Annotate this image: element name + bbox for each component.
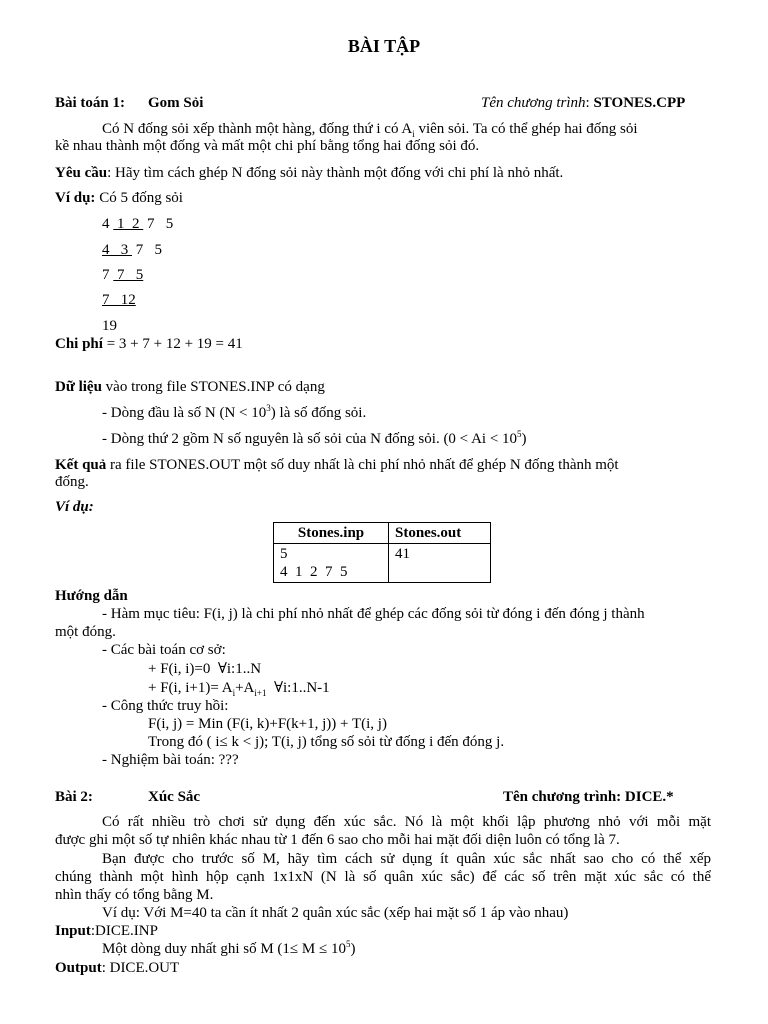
inp-line1: 5 [280, 546, 288, 562]
output-text: : DICE.OUT [101, 960, 180, 976]
g5-sub2: i+1 [254, 688, 267, 698]
input-text: :DICE.INP [90, 923, 158, 939]
data-line-1 [102, 404, 366, 422]
p2-input [55, 922, 158, 940]
problem1-program [481, 94, 685, 112]
table-header-row [274, 523, 491, 544]
row2-b: 7 5 [132, 242, 162, 258]
problem2-label: Bài 2: [55, 789, 93, 805]
data-text: vào trong file STONES.INP có dạng [101, 379, 325, 395]
program-sep: : [585, 95, 590, 111]
result-text: ra file STONES.OUT một số duy nhất là chi phí nhỏ nhất để ghép N đống thành một [106, 457, 619, 473]
guide-line-5 [148, 679, 330, 697]
data-l1-b: ) là số đống sỏi. [270, 405, 367, 421]
p2-input-desc [102, 940, 355, 958]
guide-line-7: F(i, j) = Min (F(i, k)+F(k+1, j)) + T(i, j) [148, 716, 387, 732]
data-line-2 [102, 430, 527, 448]
p2-para1-line1: Có rất nhiều trò chơi sử dụng đến xúc sắc. Nó là một khối lập phương nhỏ với mỗi mặt [102, 814, 711, 830]
intro-sub: i [412, 129, 415, 139]
data-l2-sup: 5 [517, 429, 522, 439]
output-label: Output [55, 960, 102, 976]
example2-text: Ví dụ [55, 499, 89, 515]
row3-a: 7 [102, 267, 114, 283]
p2-example: Ví dụ: Với M=40 ta cần ít nhất 2 quân xúc sắc (xếp hai mặt số 1 áp vào nhau) [102, 905, 569, 921]
table-header-out: Stones.out [389, 523, 491, 544]
guide-line-6: - Công thức truy hồi: [102, 698, 229, 714]
example-row-4: 7 12 [102, 292, 136, 308]
example-intro [55, 189, 183, 207]
problem2-name: Xúc Sắc [148, 789, 201, 805]
data-l1-sup: 3 [266, 403, 271, 413]
p2-para1-line2: được ghi một số tự nhiên khác nhau từ 1 đến 6 sao cho mỗi hai mặt đối diện luôn có tổng là 7. [55, 832, 620, 848]
g5-b: +A [235, 680, 255, 696]
input-label: Input [55, 923, 91, 939]
cost-label: Chi phí [55, 336, 103, 352]
guide-line-4: + F(i, i)=0 ∀i:1..N [148, 661, 262, 677]
row1-merge: 1 2 [113, 216, 144, 232]
table-row [274, 544, 491, 583]
problem1-intro-line2: kề nhau thành một đống và mất một chi phí bằng tổng hai đống sỏi đó. [55, 138, 480, 154]
g5-sub1: i [232, 688, 236, 698]
result-line-2: đống. [55, 474, 89, 490]
p2-para2-line1: Bạn được cho trước số M, hãy tìm cách sử dụng ít quân xúc sắc nhất sao cho có thể xếp [102, 851, 711, 867]
requirement-label: Yêu cầu [55, 165, 108, 181]
example-label: Ví dụ: [55, 190, 96, 206]
input-desc-sup: 5 [345, 939, 351, 949]
table-cell-out: 41 [389, 544, 491, 583]
row3-merge: 7 5 [113, 267, 144, 283]
requirement [55, 164, 563, 182]
data-line [55, 378, 325, 396]
g5-c: ∀i:1..N-1 [266, 680, 330, 696]
intro-text: Có N đống sỏi xếp thành một hàng, đống thứ i có A [102, 121, 413, 137]
guide-line-8: Trong đó ( i≤ k < j); T(i, j) tổng số sỏi từ đống i đến đóng j. [148, 734, 505, 750]
data-label: Dữ liệu [55, 379, 102, 395]
row1-b: 7 5 [143, 216, 174, 232]
stones-table [273, 522, 491, 583]
requirement-text: : Hãy tìm cách ghép N đống sỏi này thành một đống với chi phí là nhỏ nhất. [107, 165, 564, 181]
data-l2-b: ) [521, 431, 527, 447]
example2-colon: : [88, 499, 94, 515]
input-desc-a: Một dòng duy nhất ghi số M (1≤ M ≤ 10 [102, 941, 346, 957]
program-name: STONES.CPP [593, 95, 686, 111]
result-line-1 [55, 456, 619, 474]
guide-line-2: một đóng. [55, 624, 116, 640]
row1-a: 4 [102, 216, 114, 232]
example-row-1 [102, 215, 173, 233]
p2-para2-line3: nhìn thấy có tổng bằng M. [55, 887, 214, 903]
data-l2-a: - Dòng thứ 2 gồm N số nguyên là số sỏi của N đống sỏi. (0 < Ai < 10 [102, 431, 518, 447]
example2-label [55, 498, 94, 516]
problem2-program: Tên chương trình: DICE.* [503, 789, 674, 805]
cost-line [55, 335, 243, 353]
p2-output [55, 959, 179, 977]
cost-text: = 3 + 7 + 12 + 19 = 41 [102, 336, 243, 352]
guide-line-3: - Các bài toán cơ sở: [102, 642, 226, 658]
guide-label: Hướng dẫn [55, 588, 128, 604]
example-row-5: 19 [102, 318, 117, 334]
table-cell-inp [274, 544, 389, 583]
input-desc-b: ) [350, 941, 356, 957]
problem1-name: Gom Sỏi [148, 95, 204, 111]
program-label: Tên chương trình [481, 95, 586, 111]
page-title: BÀI TẬP [347, 36, 421, 56]
example-row-2 [102, 241, 162, 259]
problem1-intro-line1 [102, 120, 638, 138]
g5-a: + F(i, i+1)= A [148, 680, 233, 696]
guide-line-9: - Nghiệm bài toán: ??? [102, 752, 239, 768]
p2-para2-line2: chúng thành một hình hộp cạnh 1x1xN (N là số quân xúc sắc) để các số trên mặt xúc sắc có thể [55, 869, 711, 885]
intro-text-cont: viên sỏi. Ta có thể ghép hai đống sỏi [414, 121, 638, 137]
example-text: Có 5 đống sỏi [95, 190, 183, 206]
result-label: Kết quả [55, 457, 107, 473]
inp-line2: 4 1 2 7 5 [280, 564, 348, 580]
guide-line-1: - Hàm mục tiêu: F(i, j) là chi phí nhỏ nhất để ghép các đống sỏi từ đóng i đến đóng j thành [102, 606, 645, 622]
row2-merge: 4 3 [102, 242, 132, 258]
example-row-3 [102, 266, 143, 284]
problem1-label: Bài toán 1: [55, 95, 126, 111]
data-l1-a: - Dòng đầu là số N (N < 10 [102, 405, 267, 421]
table-header-inp: Stones.inp [274, 523, 389, 544]
